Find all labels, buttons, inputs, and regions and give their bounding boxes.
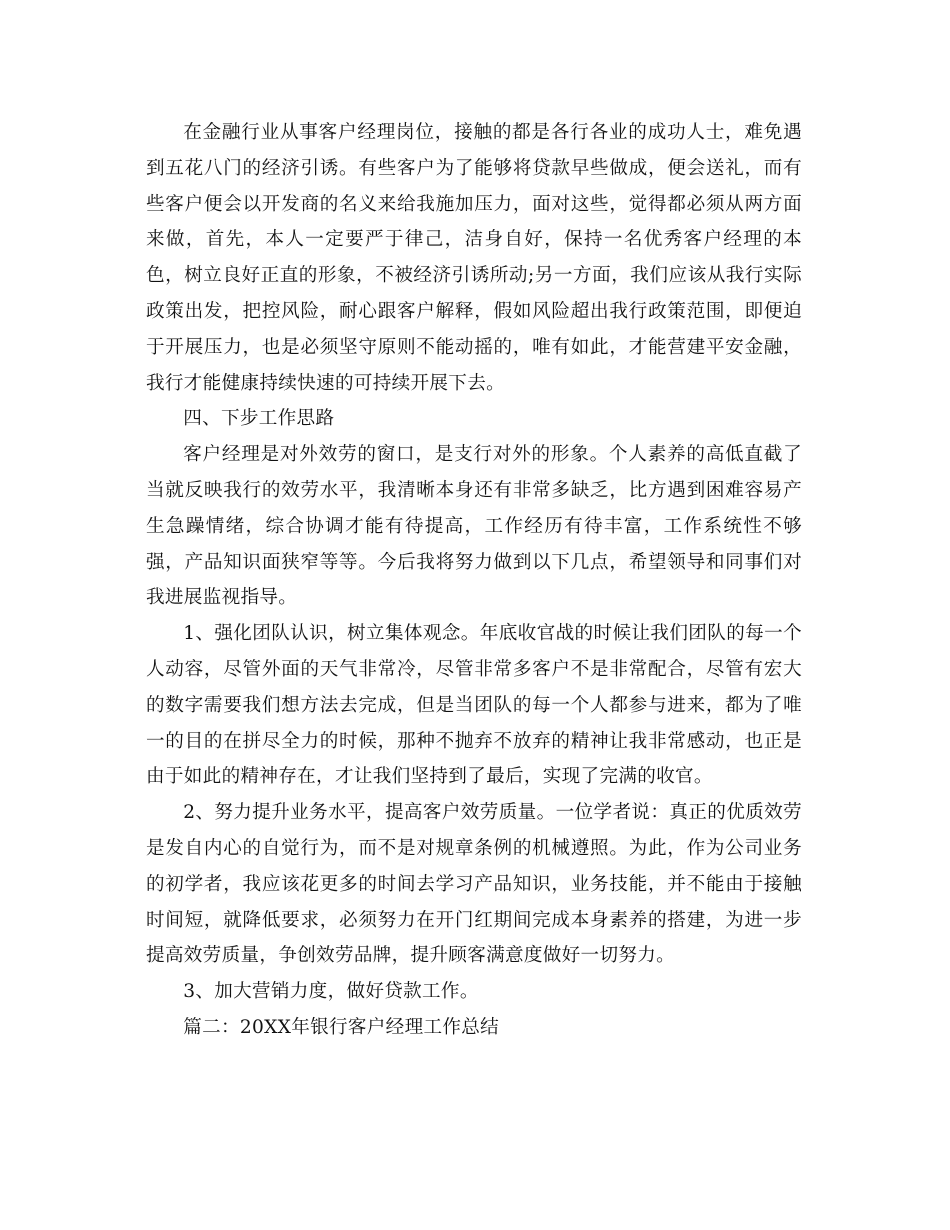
paragraph-point-1-teamwork: 1、强化团队认识，树立集体观念。年底收官战的时候让我们团队的每一个人动容，尽管外面的天气非常冷，尽管非常多客户不是非常配合，尽管有宏大的数字需要我们想方法去完成，但是当团队的每一个人都参与进来，都为了唯一的目的在拼尽全力的时候，那种不抛弃不放弃的精神让我非常感动，也正是由于如此的精神存在，才让我们坚持到了最后，实现了完满的收官。 <box>146 623 802 788</box>
paragraph-point-2-business-level: 2、努力提升业务水平，提高客户效劳质量。一位学者说：真正的优质效劳是发自内心的自觉行为，而不是对规章条例的机械遵照。为此，作为公司业务的初学者，我应该花更多的时间去学习产品知识，业务技能，并不能由于接触时间短，就降低要求，必须努力在开门红期间完成本身素养的搭建，为进一步提高效劳质量，争创效劳品牌，提升顾客满意度做好一切努力。 <box>146 802 802 967</box>
paragraph-point-3-marketing: 3、加大营销力度，做好贷款工作。 <box>183 981 479 1003</box>
paragraph-service-window: 客户经理是对外效劳的窗口，是支行对外的形象。个人素养的高低直截了当就反映我行的效劳水平，我清晰本身还有非常多缺乏，比方遇到困难容易产生急躁情绪，综合协调才能有待提高，工作经历有待丰富，工作系统性不够强，产品知识面狭窄等等。今后我将努力做到以下几点，希望领导和同事们对我进展监视指导。 <box>146 444 802 609</box>
section-heading-next-steps: 四、下步工作思路 <box>183 408 335 430</box>
paragraph-financial-integrity: 在金融行业从事客户经理岗位，接触的都是各行各业的成功人士，难免遇到五花八门的经济引诱。有些客户为了能够将贷款早些做成，便会送礼，而有些客户便会以开发商的名义来给我施加压力，面对这些，觉得都必须从两方面来做，首先，本人一定要严于律己，洁身自好，保持一名优秀客户经理的本色，树立良好正直的形象，不被经济引诱所动;另一方面，我们应该从我行实际政策出发，把控风险，耐心跟客户解释，假如风险超出我行政策范围，即便迫于开展压力，也是必须坚守原则不能动摇的，唯有如此，才能营建平安金融，我行才能健康持续快速的可持续开展下去。 <box>146 122 802 394</box>
document-page <box>146 115 802 1046</box>
section-heading-part-two: 篇二：20XX年银行客户经理工作总结 <box>183 1016 500 1038</box>
